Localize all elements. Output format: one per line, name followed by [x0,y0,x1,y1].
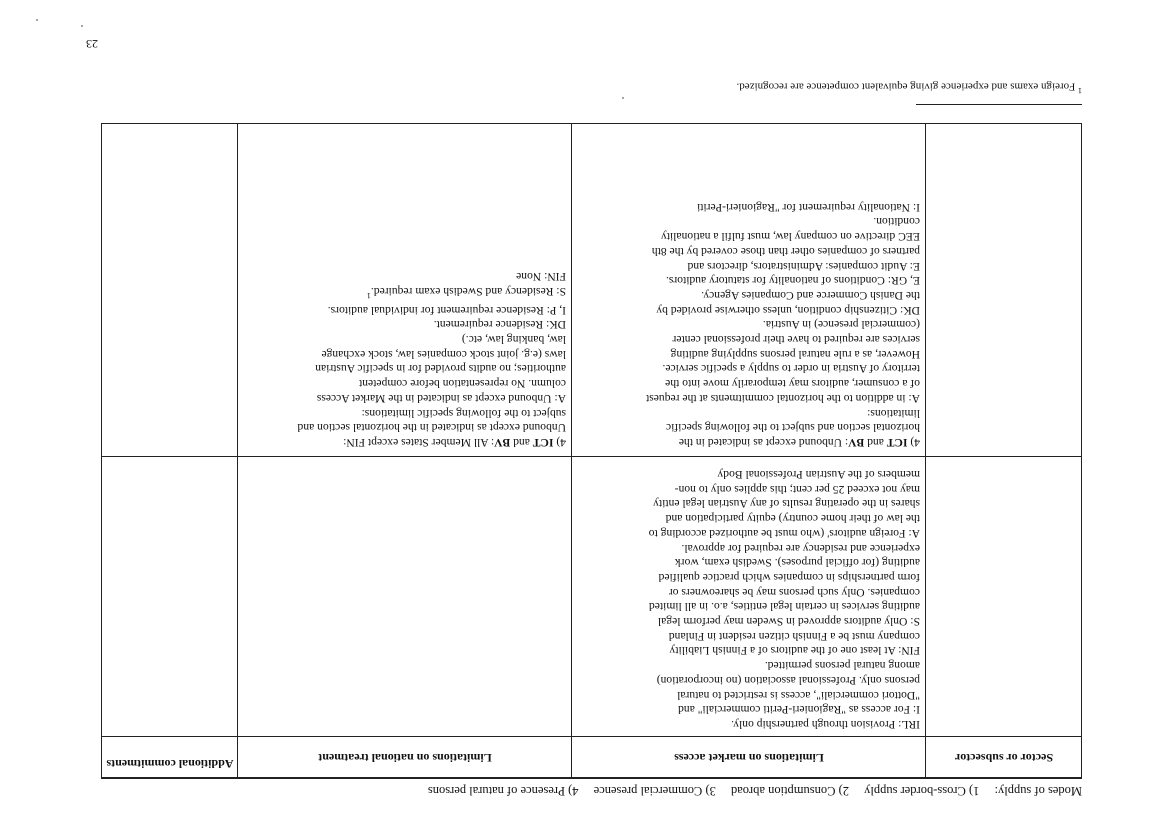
text-line: FIN: At least one of the auditors of a Finnish Liability [669,644,920,658]
mode-3: 3) Commercial presence [593,784,716,798]
text-line: 4) ICT and BV: All Member States except FIN: [343,436,566,449]
header-sector: Sector or subsector [954,751,1054,765]
text-line: FIN: None [516,270,566,284]
header-market-access: Limitations on market access [674,751,824,765]
text-line: company must be a Finnish citizen resident in Finland [668,629,920,643]
col-divider-2 [571,123,572,779]
footnote [737,80,1082,95]
text-line: EEC directive on company law, must fulfil a nationality [660,230,920,244]
text-line: I: For access as "Ragionieri-Periti commerciali" and [678,703,920,717]
text-line: I: Nationality requirement for "Ragionieri-Periti [696,200,920,214]
text-line: law, banking law, etc.) [461,333,566,347]
text-line: may not exceed 25 per cent; this applies only to non- [674,482,920,496]
text-line: the Danish Commerce and Companies Agency. [701,288,920,302]
text-line: "Dottori commerciali", access is restricted to natural [677,688,920,702]
text-line: A: in addition to the horizontal commitments at the request [645,391,920,405]
mode-4: 4) Presence of natural persons [427,784,579,798]
text-line: authorities; no audits provided for in specific Austrian [315,362,566,376]
text-line: However, as a rule natural persons supplying auditing [670,347,920,361]
row-divider [101,456,1082,457]
header-additional-commitments: Additional commitments [106,757,234,771]
table-bottom-border [101,123,1082,124]
page-number: 23 [86,37,98,51]
text-line: services are required to have their professional center [672,333,920,347]
table-right-border [101,123,102,779]
text-line: DK: Citizenship condition, unless otherwise provided by [656,303,920,317]
text-line: persons only. Professional association (no incorporation) [656,673,920,687]
modes-of-supply [416,783,1082,798]
text-line: form partnerships in companies which practice qualified [658,570,920,584]
text-line: territory of Austria in order to supply a specific service. [662,362,920,376]
text-line: A: Foreign auditors' (who must be authorized according to [648,526,920,540]
text-line: S: Only auditors approved in Sweden may perform legal [657,615,920,629]
footnote-reference: 1 [366,290,371,300]
table-top-border [101,777,1082,779]
market-access-row1 [576,466,920,731]
text-line: shares in the operating results of any Austrian legal entity [653,497,920,511]
text-line: laws (e.g. joint stock companies law, stock exchange [321,347,566,361]
scan-speck [622,97,624,99]
text-line: (commercial presence) in Austria. [762,318,920,332]
text-line: auditing (for official purposes). Swedish exam, work [674,556,920,570]
text-line: members of the Austrian Professional Body [717,468,920,482]
market-access-row2 [576,199,920,449]
text-line: auditing services in certain legal entities, a.o. in all limited [648,600,920,614]
text-line: S: Residency and Swedish exam required.$^1$ [366,285,566,300]
table-left-border [1081,123,1082,779]
text-line: among natural persons permitted. [764,659,920,673]
mode-2: 2) Consumption abroad [730,784,849,798]
scan-speck [36,19,38,21]
footnote-marker: 1 [1078,86,1082,95]
text-line: horizontal section and subject to the following specific [665,421,920,435]
footnote-separator [916,104,1082,105]
text-line: E, GR: Conditions of nationality for statutory auditors. [665,274,920,288]
text-line: Unbound except as indicated in the horizontal section and [297,421,566,435]
text-line: partners of companies other than those covered by the 8th [651,244,920,258]
text-line: experience and residency are required for approval. [681,541,920,555]
text-line: subject to the following specific limitations: [361,406,566,420]
mode-1: 1) Cross-border supply [864,784,980,798]
col-divider-1 [925,123,926,779]
text-line: IRL: Provision through partnership only. [731,718,920,731]
text-line: condition. [873,215,920,229]
national-treatment-row2 [242,269,566,449]
footnote-text: Foreign exams and experience giving equivalent competence are recognized. [736,80,1076,93]
text-line: the law of their home country) equity participation and [665,512,920,526]
text-line: 4) ICT and BV: Unbound except as indicated in the [678,436,920,449]
text-line: DK: Residence requirement. [433,318,566,332]
text-line: E: Audit companies: Administrators, directors and [687,259,920,273]
scan-speck [81,25,83,27]
col-divider-3 [237,123,238,779]
text-line: of a consumer, auditors may temporarily move into the [665,377,920,391]
text-line: I, P: Residence requirement for individual auditors. [327,303,566,317]
modes-label: Modes of supply: [994,784,1082,798]
header-national-treatment: Limitations on national treatment [318,751,492,765]
text-line: limitations: [867,406,920,420]
header-bottom-border [101,736,1082,737]
text-line: companies. Only such persons may be shareowners or [668,585,920,599]
text-line: column. No representation before competent [358,377,566,391]
text-line: A: Unbound except as indicated in the Market Access [316,391,566,405]
